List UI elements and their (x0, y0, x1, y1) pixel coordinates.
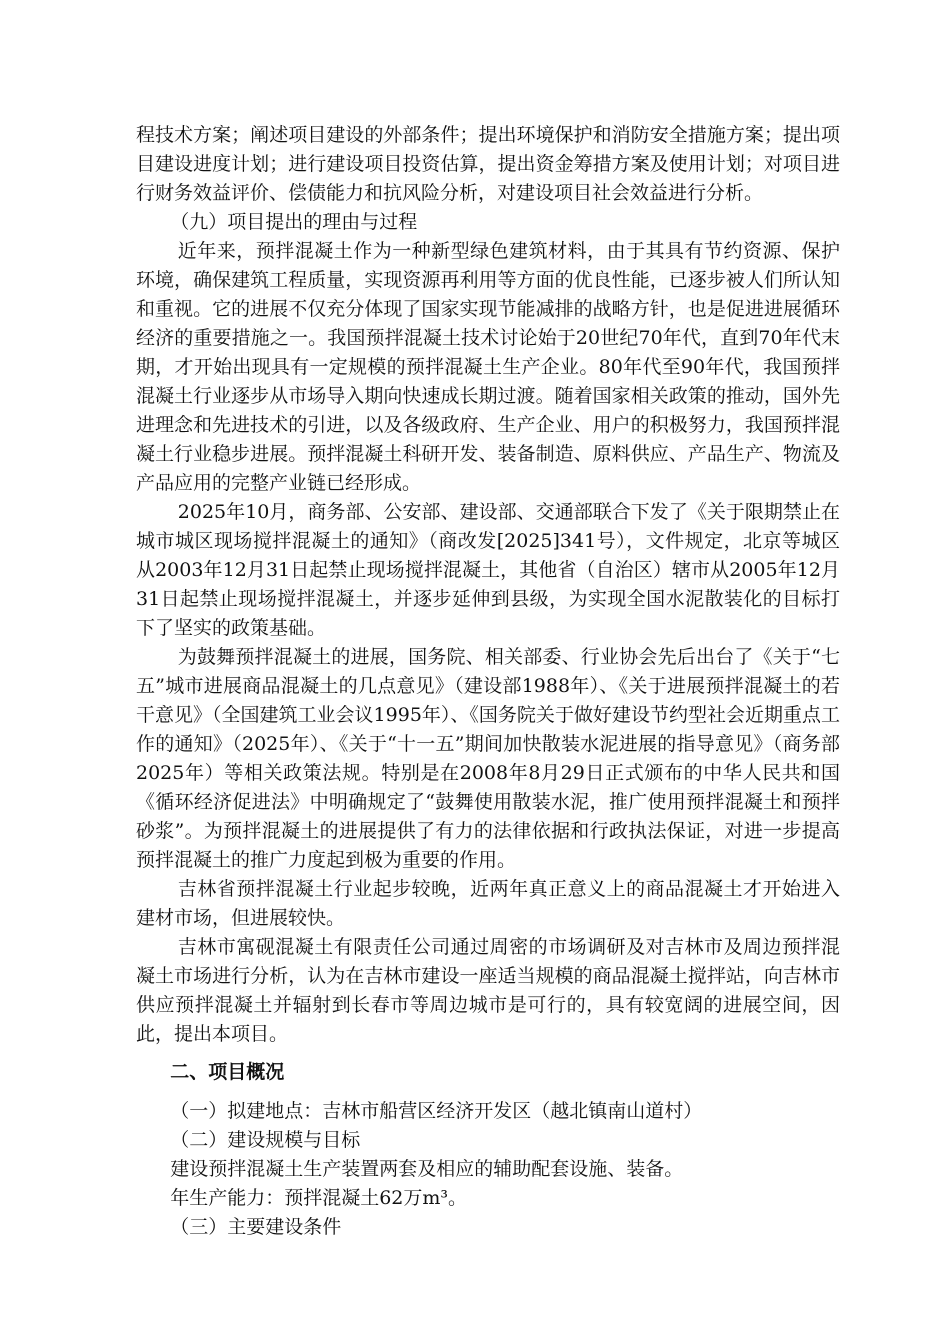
section-heading-overview: 二、项目概况 (170, 1061, 285, 1083)
continuation-paragraph: 程技术方案；阐述项目建设的外部条件；提出环境保护和消防安全措施方案；提出项目建设进度计划；进行建设项目投资估算，提出资金筹措方案及使用计划；对项目进行财务效益评价、偿债能力和抗风险分析，对建设项目社会效益进行分析。 (136, 124, 840, 204)
paragraph-background: 近年来，预拌混凝土作为一种新型绿色建筑材料，由于其具有节约资源、保护环境，确保建筑工程质量，实现资源再利用等方面的优良性能，已逐步被人们所认知和重视。它的进展不仅充分体现了国家实现节能减排的战略方针，也是促进进展循环经济的重要措施之一。我国预拌混凝土技术讨论始于20世纪70年代，直到70年代末期，才开始出现具有一定规模的预拌混凝土生产企业。80年代至90年代，我国预拌混凝土行业逐步从市场导入期向快速成长期过渡。随着国家相关政策的推动，国外先进理念和先进技术的引进，以及各级政府、生产企业、用户的积极努力，我国预拌混凝土行业稳步进展。预拌混凝土科研开发、装备制造、原料供应、产品生产、物流及产品应用的完整产业链已经形成。 (136, 240, 840, 494)
paragraph-jilin-industry: 吉林省预拌混凝土行业起步较晚，近两年真正意义上的商品混凝土才开始进入建材市场，但进展较快。 (136, 878, 840, 929)
paragraph-regulations: 为鼓舞预拌混凝土的进展，国务院、相关部委、行业协会先后出台了《关于“七五”城市进展商品混凝土的几点意见》（建设部1988年）、《关于进展预拌混凝土的若干意见》（全国建筑工业会议1995年）、《国务院关于做好建设节约型社会近期重点工作的通知》（2025年）、《关于“十一五”期间加快散装水泥进展的指导意见》（商务部2025年）等相关政策法规。特别是在2008年8月29日正式颁布的中华人民共和国《循环经济促进法》中明确规定了“鼓舞使用散装水泥，推广使用预拌混凝土和预拌砂浆”。为预拌混凝土的进展提供了有力的法律依据和行政执法保证，对进一步提高预拌混凝土的推广力度起到极为重要的作用。 (136, 646, 840, 871)
item-scale-goal: （二）建设规模与目标 (170, 1129, 361, 1151)
item-construction-conditions: （三）主要建设条件 (170, 1216, 342, 1238)
document-body (136, 121, 840, 1242)
paragraph-policy-notice: 2025年10月，商务部、公安部、建设部、交通部联合下发了《关于限期禁止在城市城区现场搅拌混凝土的通知》（商改发[2025]341号），文件规定，北京等城区从2003年12月31日起禁止现场搅拌混凝土，其他省（自治区）辖市从2005年12月31日起禁止现场搅拌混凝土，并逐步延伸到县级，为实现全国水泥散装化的目标打下了坚实的政策基础。 (136, 501, 840, 639)
subheading-reason: （九）项目提出的理由与过程 (170, 211, 418, 233)
scale-description: 建设预拌混凝土生产装置两套及相应的辅助配套设施、装备。 (170, 1158, 684, 1180)
item-location: （一）拟建地点：吉林市船营区经济开发区（越北镇南山道村） (170, 1100, 703, 1122)
capacity-description: 年生产能力：预拌混凝土62万m³。 (170, 1187, 467, 1209)
paragraph-company-proposal: 吉林市寓砚混凝土有限责任公司通过周密的市场调研及对吉林市及周边预拌混凝土市场进行分析，认为在吉林市建设一座适当规模的商品混凝土搅拌站，向吉林市供应预拌混凝土并辐射到长春市等周边城市是可行的，具有较宽阔的进展空间，因此，提出本项目。 (136, 936, 840, 1045)
